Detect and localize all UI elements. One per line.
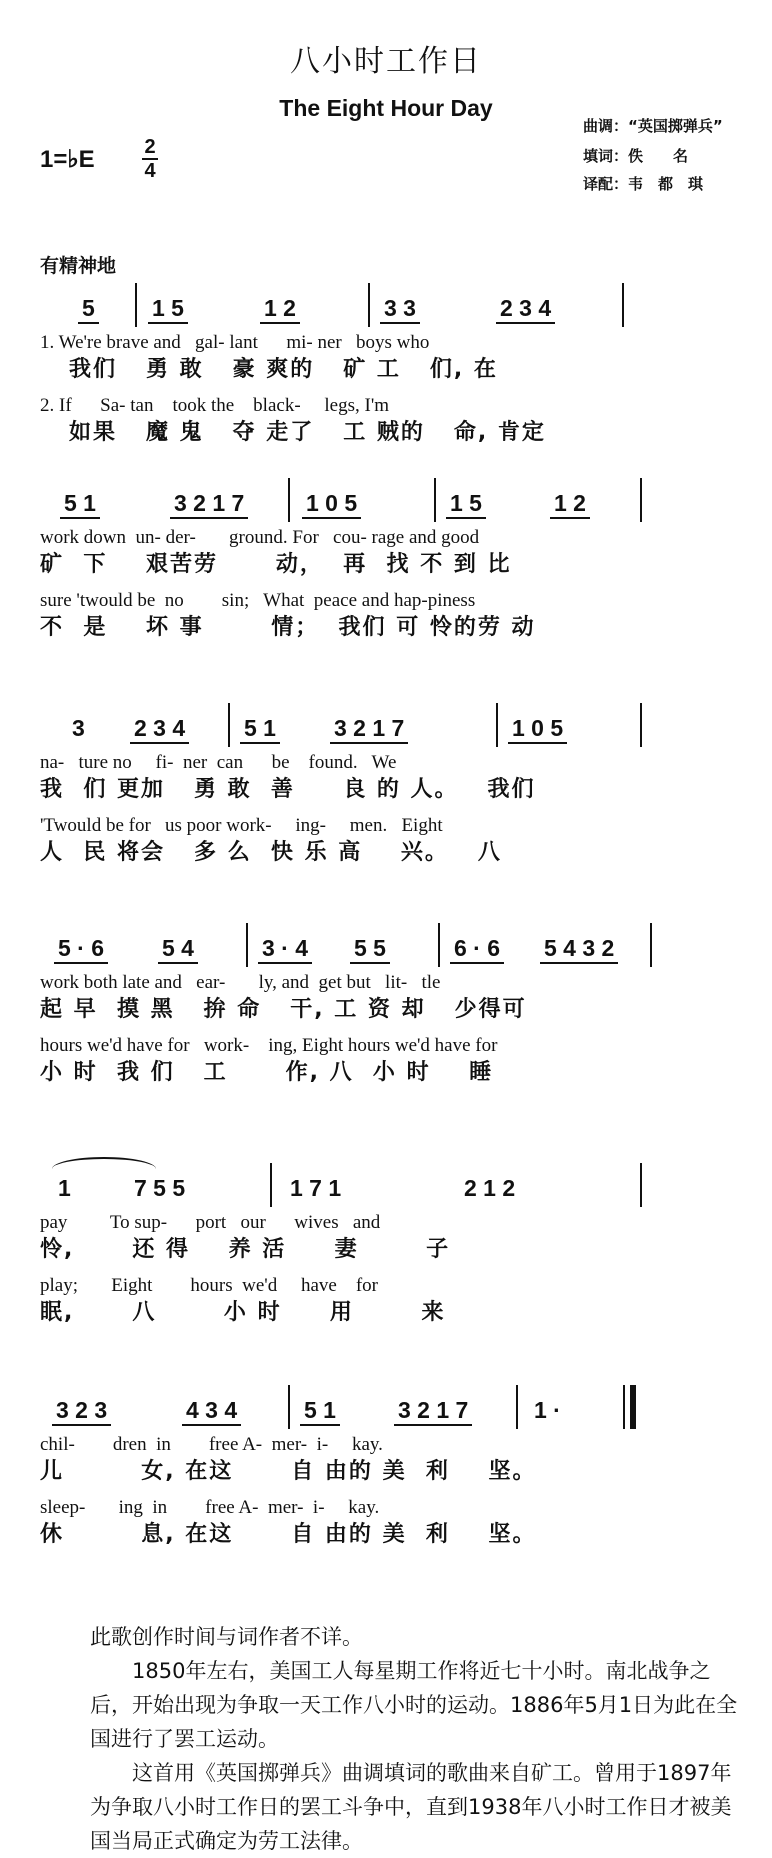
lyric-cn-verse-1: 怜, 还 得 养 活 妻 子 [40, 1237, 451, 1262]
lyric-en-verse-1: na- ture no fi- ner can be found. We [40, 752, 397, 773]
note-group: 1 0 5 [508, 715, 567, 744]
barline [246, 923, 248, 967]
tempo-marking: 有精神地 [40, 255, 117, 277]
barline [496, 703, 498, 747]
note-group: 3 [72, 715, 85, 741]
final-barline [630, 1385, 636, 1429]
note-group: 3 2 3 [52, 1397, 111, 1426]
note-group: 3 · 4 [258, 935, 312, 964]
title-cn: 八小时工作日 [290, 44, 482, 79]
melody-line [40, 490, 760, 524]
barline [516, 1385, 518, 1429]
lyric-en-verse-1: work down un- der- ground. For cou- rage and good [40, 527, 480, 548]
lyric-cn-verse-2: 眠, 八 小 时 用 来 [40, 1300, 446, 1325]
note-paragraph: 这首用《英国掷弹兵》曲调填词的歌曲来自矿工。曾用于1897年为争取八小时工作日的罢工斗争中，直到1938年八小时工作日才被美国当局正式确定为劳工法律。 [90, 1761, 732, 1853]
lyric-en-verse-2: hours we'd have for work- ing, Eight hours we'd have for [40, 1035, 498, 1056]
note-paragraph: 1850年左右，美国工人每星期工作将近七十小时。南北战争之后，开始出现为争取一天工作八小时的运动。1886年5月1日为此在全国进行了罢工运动。 [90, 1659, 738, 1751]
lyric-en-verse-2: play; Eight hours we'd have for [40, 1275, 378, 1296]
lyric-en-verse-2: 'Twould be for us poor work- ing- men. Eight [40, 815, 443, 836]
time-signature [140, 136, 160, 182]
note-group: 1 5 [446, 490, 486, 519]
note-group: 5 4 [158, 935, 198, 964]
title-en: The Eight Hour Day [279, 95, 493, 121]
lyric-en-verse-2: sure 'twould be no sin; What peace and hap-piness [40, 590, 476, 611]
lyric-cn-verse-2: 不 是 坏 事 情； 我们 可 怜的劳 动 [40, 615, 536, 640]
time-denominator: 4 [144, 160, 156, 182]
lyric-cn-verse-2: 人 民 将会 多 么 快 乐 高 兴。 八 [40, 840, 502, 865]
barline [640, 478, 642, 522]
melody-line [40, 935, 760, 969]
note-group: 3 2 1 7 [170, 490, 248, 519]
credit-translation: 译配：韦 都 琪 [583, 175, 704, 193]
lyric-en-verse-1: chil- dren in free A- mer- i- kay. [40, 1434, 383, 1455]
note-group: 1 2 [260, 295, 300, 324]
lyric-en-verse-2: sleep- ing in free A- mer- i- kay. [40, 1497, 380, 1518]
note-group: 3 2 1 7 [394, 1397, 472, 1426]
note-group: 1 5 [148, 295, 188, 324]
note-group: 3 3 [380, 295, 420, 324]
note-group: 2 1 2 [464, 1175, 516, 1201]
lyric-cn-verse-1: 起 早 摸 黑 拚 命 干, 工 资 却 少得可 [40, 997, 527, 1022]
lyric-cn-verse-2: 如果 魔 鬼 夺 走了 工 贼的 命, 肯定 [40, 420, 546, 445]
note-group: 5 1 [240, 715, 280, 744]
barline [270, 1163, 272, 1207]
lyric-en-verse-1: work both late and ear- ly, and get but lit- tle [40, 972, 441, 993]
note-group: 4 3 4 [182, 1397, 241, 1426]
lyric-cn-verse-2: 休 息, 在这 自 由的 美 利 坚。 [40, 1522, 537, 1547]
barline [650, 923, 652, 967]
note-group: 5 1 [60, 490, 100, 519]
note-group: 5 [78, 295, 99, 324]
note-group: 5 · 6 [54, 935, 108, 964]
barline [622, 283, 624, 327]
barline [288, 1385, 290, 1429]
melody-line [40, 1175, 760, 1209]
barline [368, 283, 370, 327]
melody-line [40, 295, 760, 329]
note-group: 5 1 [300, 1397, 340, 1426]
lyric-cn-verse-2: 小 时 我 们 工 作, 八 小 时 睡 [40, 1060, 494, 1085]
song-notes [90, 1620, 740, 1858]
note-group: 2 3 4 [496, 295, 555, 324]
lyric-cn-verse-1: 我们 勇 敢 豪 爽的 矿 工 们, 在 [40, 357, 498, 382]
note-group: 1 2 [550, 490, 590, 519]
note-group: 1 · [534, 1397, 561, 1423]
note-group: 2 3 4 [130, 715, 189, 744]
note-group: 5 4 3 2 [540, 935, 618, 964]
melody-line [40, 1397, 760, 1431]
credit-lyrics: 填词：佚 名 [583, 147, 689, 165]
note-group: 7 5 5 [134, 1175, 186, 1201]
barline [288, 478, 290, 522]
note-group: 5 5 [350, 935, 390, 964]
barline [640, 1163, 642, 1207]
lyric-en-verse-2: 2. If Sa- tan took the black- legs, I'm [40, 395, 390, 416]
barline [434, 478, 436, 522]
note-group: 6 · 6 [450, 935, 504, 964]
barline [228, 703, 230, 747]
note-group: 1 7 1 [290, 1175, 342, 1201]
key-signature: 1=♭E [40, 146, 95, 173]
melody-line [40, 715, 760, 749]
note-group: 1 0 5 [302, 490, 361, 519]
note-group: 3 2 1 7 [330, 715, 408, 744]
time-numerator: 2 [144, 136, 156, 158]
note-group: 1 [58, 1175, 71, 1201]
lyric-en-verse-1: 1. We're brave and gal- lant mi- ner boys who [40, 332, 430, 353]
barline [135, 283, 137, 327]
lyric-cn-verse-1: 儿 女, 在这 自 由的 美 利 坚。 [40, 1459, 537, 1484]
credit-melody: 曲调：“英国掷弹兵” [583, 117, 723, 135]
note-paragraph: 此歌创作时间与词作者不详。 [90, 1625, 363, 1649]
lyric-cn-verse-1: 矿 下 艰苦劳 动， 再 找 不 到 比 [40, 552, 512, 577]
barline [438, 923, 440, 967]
lyric-en-verse-1: pay To sup- port our wives and [40, 1212, 381, 1233]
barline [640, 703, 642, 747]
lyric-cn-verse-1: 我 们 更加 勇 敢 善 良 的 人。 我们 [40, 777, 536, 802]
